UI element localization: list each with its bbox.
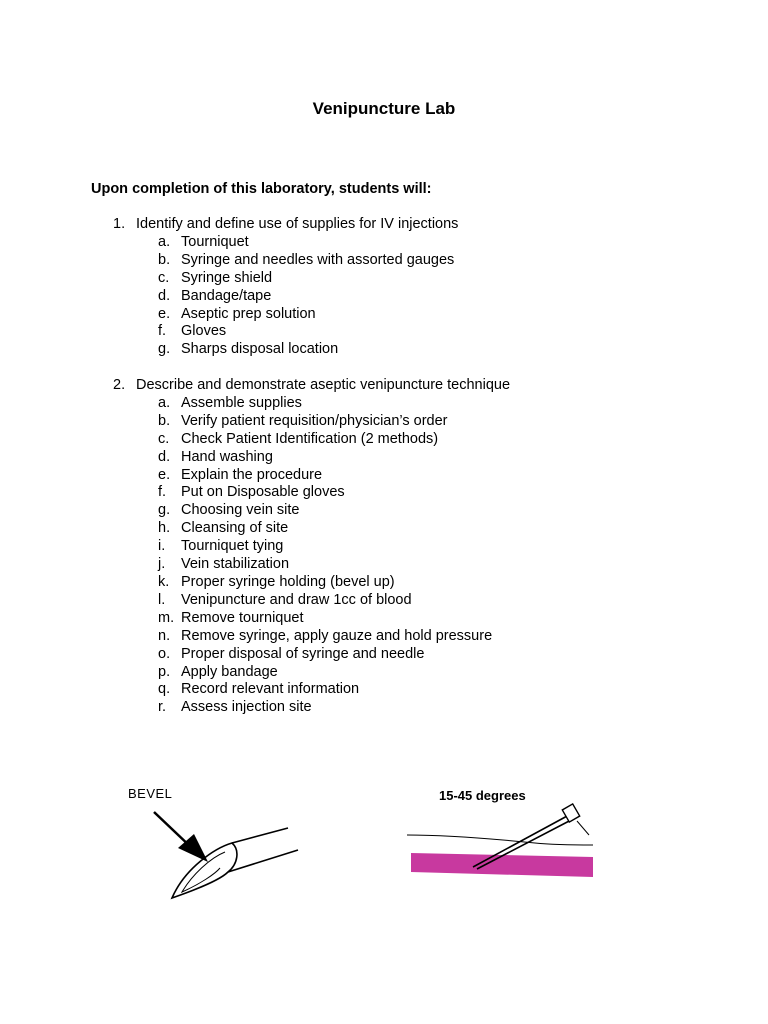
list-item	[158, 574, 510, 592]
list-item	[158, 628, 510, 646]
objective-1	[113, 216, 458, 359]
list-text: Apply bandage	[181, 663, 278, 680]
list-item	[158, 449, 510, 467]
list-text: Aseptic prep solution	[181, 305, 316, 322]
list-text: Check Patient Identification (2 methods)	[181, 430, 439, 447]
objective-text: Identify and define use of supplies for IV injections	[136, 216, 459, 232]
list-item	[158, 610, 510, 628]
list-text: Remove tourniquet	[181, 609, 304, 626]
list-text: Syringe shield	[181, 269, 273, 286]
list-letter: n.	[158, 627, 171, 644]
needle-shaft-top	[232, 828, 288, 843]
list-text: Verify patient requisition/physician’s order	[181, 412, 448, 429]
list-text: Remove syringe, apply gauze and hold pressure	[181, 627, 493, 644]
list-letter: h.	[158, 520, 171, 537]
objective-number: 2.	[113, 377, 126, 393]
list-text: Bandage/tape	[181, 287, 272, 304]
list-letter: g.	[158, 341, 171, 358]
list-letter: r.	[158, 699, 167, 716]
list-text: Choosing vein site	[181, 502, 300, 519]
list-item	[158, 306, 458, 324]
list-item	[158, 664, 510, 682]
list-text: Hand washing	[181, 448, 273, 465]
list-item	[158, 323, 458, 341]
angle-label: 15-45 degrees	[439, 788, 526, 803]
list-letter: e.	[158, 305, 171, 322]
list-letter: j.	[158, 556, 166, 573]
list-text: Proper syringe holding (bevel up)	[181, 573, 395, 590]
list-item	[158, 467, 510, 485]
objective-1-heading	[113, 216, 458, 234]
list-item	[158, 431, 510, 449]
list-letter: i.	[158, 538, 166, 555]
list-item	[158, 395, 510, 413]
skin-line	[407, 835, 593, 845]
list-text: Venipuncture and draw 1cc of blood	[181, 591, 412, 608]
list-text: Assemble supplies	[181, 394, 302, 411]
list-text: Tourniquet tying	[181, 538, 284, 555]
list-letter: o.	[158, 645, 171, 662]
list-text: Record relevant information	[181, 681, 360, 698]
list-text: Vein stabilization	[181, 556, 290, 573]
list-text: Assess injection site	[181, 699, 312, 716]
list-text: Syringe and needles with assorted gauges	[181, 251, 455, 268]
list-letter: b.	[158, 412, 171, 429]
objective-2-list	[113, 395, 510, 717]
list-letter: g.	[158, 502, 171, 519]
objective-number: 1.	[113, 216, 126, 232]
list-letter: k.	[158, 573, 170, 590]
list-item	[158, 252, 458, 270]
list-letter: c.	[158, 269, 170, 286]
list-item	[158, 413, 510, 431]
list-text: Put on Disposable gloves	[181, 484, 345, 501]
syringe-hub	[562, 804, 579, 822]
list-item	[158, 699, 510, 717]
list-item	[158, 646, 510, 664]
list-item	[158, 270, 458, 288]
list-letter: d.	[158, 287, 171, 304]
list-item	[158, 681, 510, 699]
needle-shaft-bottom	[228, 850, 298, 872]
list-item	[158, 556, 510, 574]
list-text: Cleansing of site	[181, 520, 289, 537]
list-item	[158, 288, 458, 306]
list-letter: a.	[158, 233, 171, 250]
list-item	[158, 592, 510, 610]
list-letter: f.	[158, 484, 167, 501]
bevel-label: BEVEL	[128, 786, 173, 801]
list-letter: m.	[158, 609, 175, 626]
objective-2-heading	[113, 377, 510, 395]
intro-heading: Upon completion of this laboratory, students will:	[91, 181, 432, 197]
list-text: Proper disposal of syringe and needle	[181, 645, 425, 662]
list-text: Explain the procedure	[181, 466, 323, 483]
list-letter: c.	[158, 430, 170, 447]
list-letter: l.	[158, 591, 166, 608]
list-item	[158, 234, 458, 252]
list-text: Tourniquet	[181, 233, 249, 250]
syringe-end	[577, 821, 589, 835]
list-item	[158, 484, 510, 502]
list-letter: q.	[158, 681, 171, 698]
bevel-opening	[172, 843, 237, 898]
insertion-angle-figure	[405, 785, 595, 885]
objective-1-list	[113, 234, 458, 359]
objective-2	[113, 377, 510, 717]
objective-text: Describe and demonstrate aseptic venipuncture technique	[136, 377, 511, 393]
list-text: Sharps disposal location	[181, 341, 339, 358]
list-letter: d.	[158, 448, 171, 465]
list-item	[158, 520, 510, 538]
list-letter: b.	[158, 251, 171, 268]
list-letter: f.	[158, 323, 167, 340]
list-text: Gloves	[181, 323, 227, 340]
list-letter: p.	[158, 663, 171, 680]
list-item	[158, 502, 510, 520]
page-title: Venipuncture Lab	[312, 99, 456, 118]
list-letter: a.	[158, 394, 171, 411]
list-item	[158, 341, 458, 359]
bevel-figure	[120, 780, 310, 910]
list-item	[158, 538, 510, 556]
list-letter: e.	[158, 466, 171, 483]
